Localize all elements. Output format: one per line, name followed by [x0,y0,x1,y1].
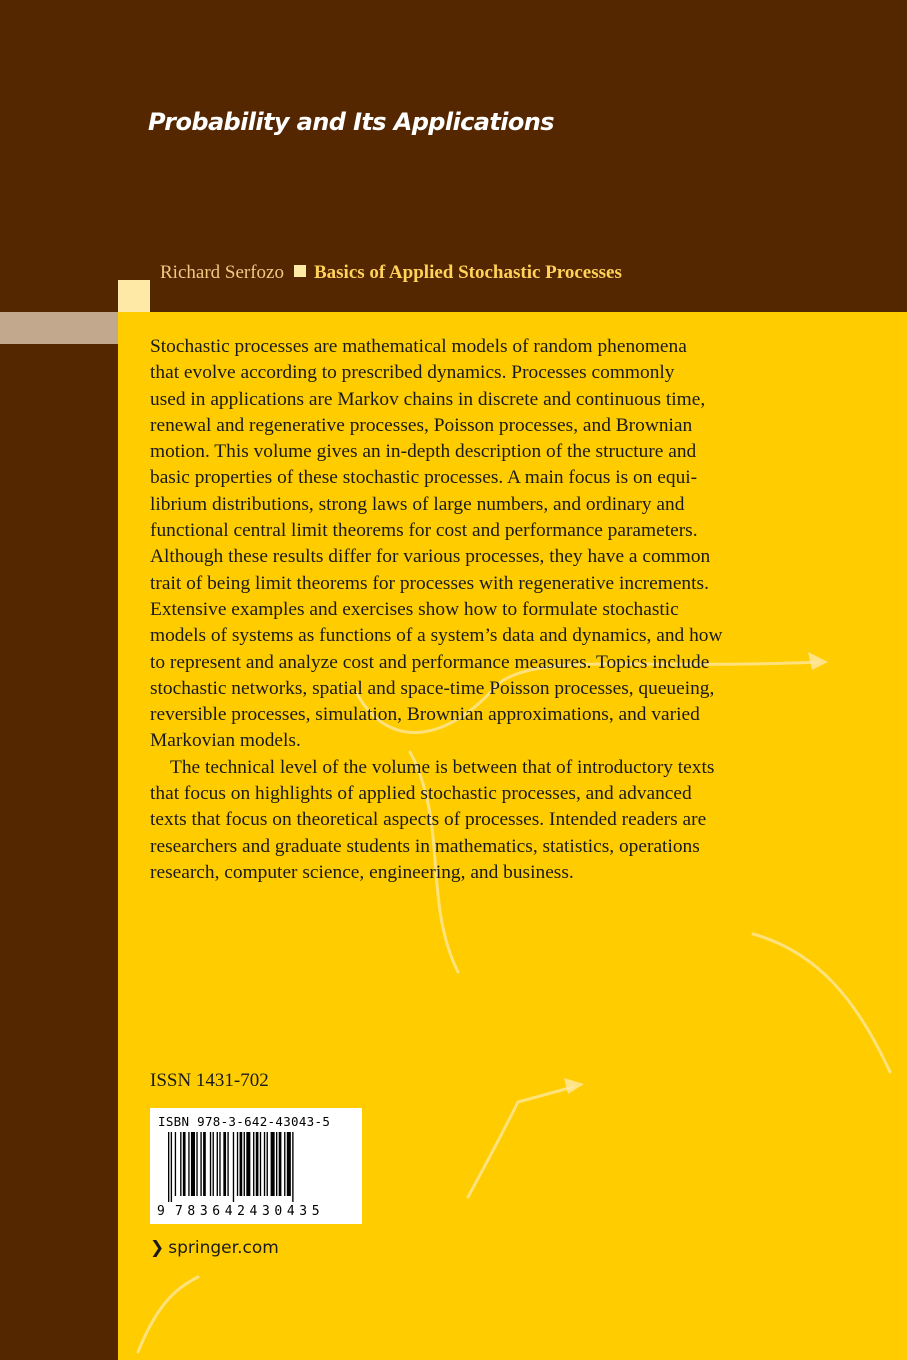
publisher-link[interactable] [150,1238,279,1258]
barcode-bar [188,1132,189,1196]
barcode-bar [200,1132,201,1196]
barcode-bar [287,1132,291,1196]
barcode-bar [284,1132,285,1196]
barcode-bar [196,1132,197,1196]
author-name: Richard Serfozo [160,262,284,283]
blurb-line: that focus on highlights of applied stochastic processes, and advanced [150,783,692,805]
tan-accent-bar [0,312,118,344]
blurb-line: stochastic networks, spatial and space-time Poisson processes, queueing, [150,677,715,699]
barcode-bar [183,1132,186,1196]
blurb-line: Extensive examples and exercises show how to formulate stochastic [150,598,679,620]
barcode-bar [168,1132,169,1202]
curved-arrow-icon [138,1277,198,1352]
barcode-bar [292,1132,293,1202]
barcode-bar [171,1132,172,1202]
barcode-bar [279,1132,282,1196]
barcode-bar [253,1132,254,1196]
barcode-bar [233,1132,234,1202]
blurb-line: Stochastic processes are mathematical models of random phenomena [150,336,687,357]
arrowhead-icon [808,652,828,670]
curved-arrow-icon [753,934,890,1072]
barcode-bar [260,1132,261,1196]
blurb-line: reversible processes, simulation, Brownian approximations, and varied [150,704,700,726]
barcode-bar [213,1132,214,1196]
barcode-bar [276,1132,277,1196]
blurb-line: The technical level of the volume is between that of introductory texts [170,756,715,778]
book-title: Basics of Applied Stochastic Processes [313,262,622,283]
blurb-line: models of systems as functions of a system’s data and dynamics, and how [150,625,723,647]
barcode-bar [264,1132,265,1196]
barcode-bar [175,1132,176,1196]
barcode-bar [256,1132,259,1196]
blurb-line: to represent and analyze cost and performance measures. Topics include [150,651,710,673]
cream-accent-square [118,280,150,312]
ean-digits: 783642430435 [175,1204,325,1219]
blurb-line: Markovian models. [150,730,301,752]
blurb-line: researchers and graduate students in mathematics, statistics, operations [150,835,700,857]
barcode [150,1108,362,1224]
barcode-bar [223,1132,226,1196]
barcode-bar [180,1132,181,1196]
barcode-bar [267,1132,268,1196]
barcode-bar [244,1132,245,1196]
ean-first-digit: 9 [157,1204,165,1219]
blurb-line: motion. This volume gives an in-depth description of the structure and [150,441,697,463]
left-brown-band [0,312,118,1360]
blurb-text [150,334,770,886]
blurb-line: Although these results differ for various processes, they have a common [150,546,711,568]
barcode-bar [217,1132,218,1196]
blurb-line: used in applications are Markov chains in discrete and continuous time, [150,388,706,410]
author-title-line [160,262,622,284]
chevron-right-icon: ❯ [150,1238,165,1258]
blurb-line: that evolve according to prescribed dynamics. Processes commonly [150,362,675,384]
blurb-line: renewal and regenerative processes, Poisson processes, and Brownian [150,414,693,436]
barcode-bar [210,1132,211,1196]
barcode-bar [227,1132,228,1196]
barcode-bar [246,1132,250,1196]
curved-arrow-icon [468,1087,573,1197]
barcode-bar [271,1132,275,1196]
blurb-line: basic properties of these stochastic processes. A main focus is on equi- [150,467,698,489]
publisher-url: springer.com [168,1238,279,1258]
barcode-bar [219,1132,220,1196]
series-title: Probability and Its Applications [148,108,554,136]
barcode-bar [203,1132,206,1196]
blurb-line: trait of being limit theorems for processes with regenerative increments. [150,572,709,594]
barcode-bar [237,1132,238,1196]
arrowhead-icon [564,1078,584,1094]
square-bullet-icon [294,265,306,277]
isbn-label: ISBN 978-3-642-43043-5 [158,1114,331,1129]
blurb-line: research, computer science, engineering, and business. [150,861,574,883]
blurb-line: librium distributions, strong laws of large numbers, and ordinary and [150,493,685,515]
issn-label: ISSN 1431-702 [150,1070,269,1091]
blurb-line: texts that focus on theoretical aspects of processes. Intended readers are [150,809,707,831]
barcode-bar [240,1132,243,1196]
barcode-bars [168,1132,352,1202]
blurb-line: functional central limit theorems for cost and performance parameters. [150,520,698,542]
barcode-bar [191,1132,195,1196]
